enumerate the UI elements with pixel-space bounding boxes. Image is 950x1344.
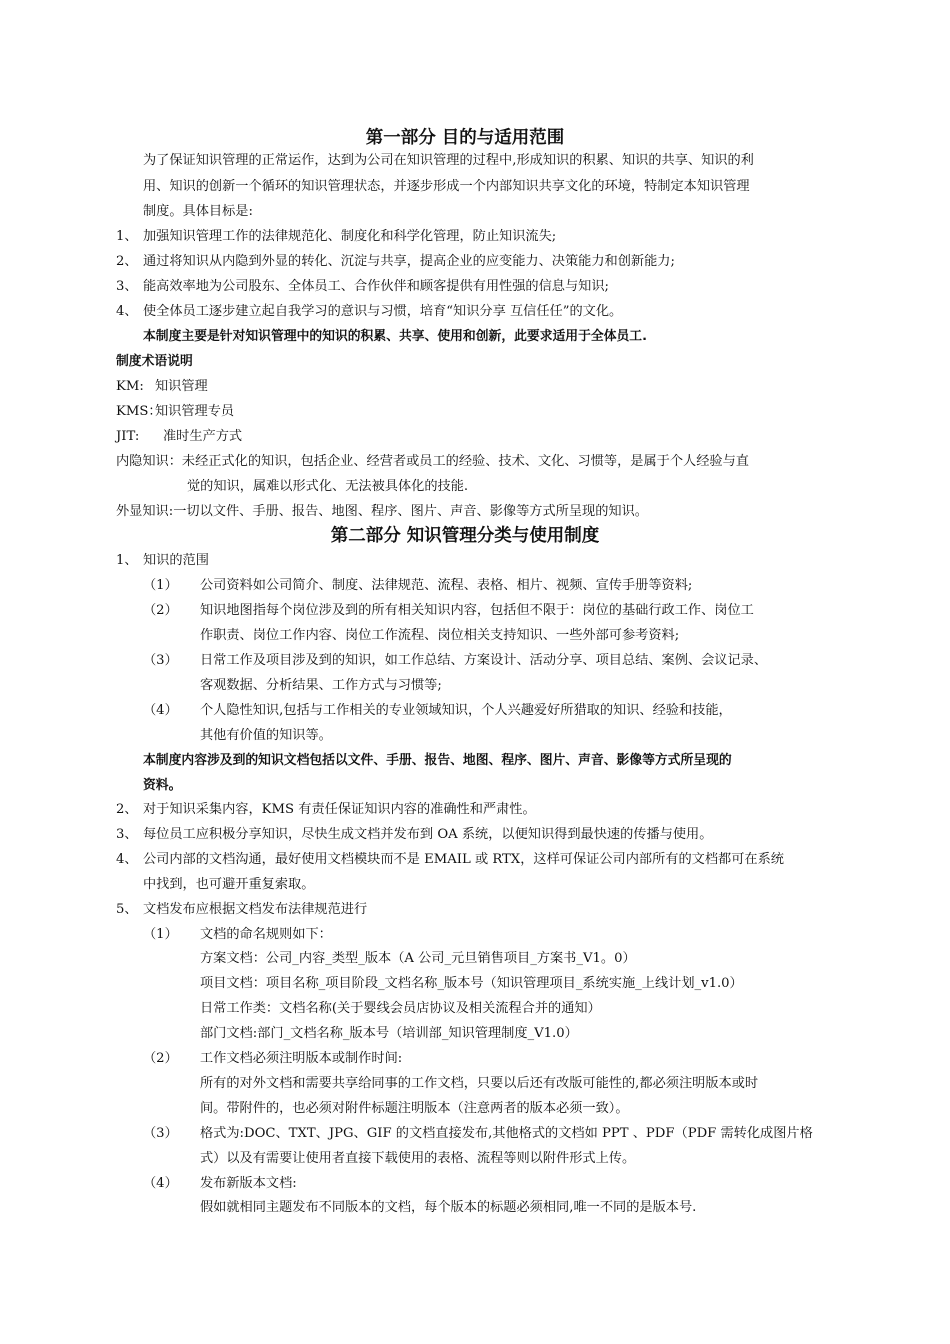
rule-text: 工作文档必须注明版本或制作时间: (200, 1051, 403, 1066)
terms-title: 制度术语说明 (116, 354, 193, 369)
implicit-knowledge-line-1: 内隐知识：未经正式化的知识，包括企业、经营者或员工的经验、技术、文化、习惯等，是属于个人经验与直 (116, 454, 749, 469)
sub-text: 作职责、岗位工作内容、岗位工作流程、岗位相关支持知识、一些外部可参考资料; (200, 628, 680, 643)
term-definition: 知识管理专员 (155, 404, 235, 419)
term-label: JIT: (116, 429, 140, 444)
intro-line-2: 用、知识的创新一个循环的知识管理状态，并逐步形成一个内部知识共享文化的环境，特制定本知识管理 (143, 179, 750, 194)
sub-number: （1） (143, 578, 178, 593)
goal-number: 3、 (116, 279, 138, 294)
goal-text: 加强知识管理工作的法律规范化、制度化和科学化管理，防止知识流失; (143, 229, 557, 244)
item-text: 中找到，也可避开重复索取。 (143, 877, 315, 892)
scope-statement: 本制度主要是针对知识管理中的知识的积累、共享、使用和创新，此要求适用于全体员工. (143, 329, 647, 344)
rule-text: 式）以及有需要让使用者直接下载使用的表格、流程等则以附件形式上传。 (200, 1151, 636, 1166)
rule-text: 所有的对外文档和需要共享给同事的工作文档，只要以后还有改版可能性的,都必须注明版本或时 (200, 1076, 759, 1091)
item-text: 文档发布应根据文档发布法律规范进行 (143, 902, 368, 917)
item-text: 对于知识采集内容，KMS 有责任保证知识内容的准确性和严肃性。 (143, 802, 536, 817)
item-text: 公司内部的文档沟通，最好使用文档模块而不是 EMAIL 或 RTX，这样可保证公司内部所有的文档都可在系统 (143, 852, 784, 867)
rule-text: 文档的命名规则如下： (200, 927, 332, 942)
rule-text: 间。带附件的，也必须对附件标题注明版本（注意两者的版本必须一致）。 (200, 1101, 629, 1116)
rule-text: 发布新版本文档: (200, 1176, 297, 1191)
sub-number: （3） (143, 1126, 178, 1141)
bold-note-line-1: 本制度内容涉及到的知识文档包括以文件、手册、报告、地图、程序、图片、声音、影像等方式所呈现的 (143, 753, 732, 768)
sub-text: 个人隐性知识,包括与工作相关的专业领域知识，个人兴趣爱好所猎取的知识、经验和技能， (200, 703, 732, 718)
term-label: KMS： (116, 404, 162, 419)
sub-number: （4） (143, 703, 178, 718)
bold-note-line-2: 资料。 (143, 778, 182, 793)
goal-number: 2、 (116, 254, 138, 269)
item-number: 5、 (116, 902, 138, 917)
sub-text: 知识地图指每个岗位涉及到的所有相关知识内容，包括但不限于：岗位的基础行政工作、岗位工 (200, 603, 754, 618)
rule-text: 假如就相同主题发布不同版本的文档，每个版本的标题必须相同,唯一不同的是版本号. (200, 1200, 697, 1215)
goal-text: 使全体员工逐步建立起自我学习的意识与习惯，培育“知识分享 互信任任”的文化。 (143, 304, 623, 319)
item-text: 每位员工应积极分享知识，尽快生成文档并发布到 OA 系统，以便知识得到最快速的传播与使用。 (143, 827, 713, 842)
sub-number: （1） (143, 927, 178, 942)
rule-text: 格式为:DOC、TXT、JPG、GIF 的文档直接发布,其他格式的文档如 PPT 、PDF（PDF 需转化成图片格 (200, 1126, 813, 1141)
term-label: KM: (116, 379, 144, 394)
sub-text: 其他有价值的知识等。 (200, 728, 332, 743)
goal-text: 能高效率地为公司股东、全体员工、合作伙伴和顾客提供有用性强的信息与知识; (143, 279, 610, 294)
intro-line-3: 制度。具体目标是: (143, 204, 253, 219)
sub-text: 客观数据、分析结果、工作方式与习惯等; (200, 678, 442, 693)
sub-text: 日常工作及项目涉及到的知识，如工作总结、方案设计、活动分享、项目总结、案例、会议记录、 (200, 653, 768, 668)
sub-number: （2） (143, 1051, 178, 1066)
item-text: 知识的范围 (143, 553, 209, 568)
item-number: 3、 (116, 827, 138, 842)
goal-number: 1、 (116, 229, 138, 244)
part2-heading: 第二部分 知识管理分类与使用制度 (330, 526, 600, 546)
rule-text: 方案文档：公司_内容_类型_版本（A 公司_元旦销售项目_方案书_V1。0） (200, 951, 636, 966)
term-definition: 知识管理 (155, 379, 208, 394)
sub-number: （3） (143, 653, 178, 668)
rule-text: 日常工作类：文档名称(关于婴线会员店协议及相关流程合并的通知） (200, 1001, 601, 1016)
term-definition: 准时生产方式 (163, 429, 243, 444)
item-number: 2、 (116, 802, 138, 817)
rule-text: 部门文档:部门_文档名称_版本号（培训部_知识管理制度_V1.0） (200, 1026, 578, 1041)
item-number: 4、 (116, 852, 138, 867)
implicit-knowledge-line-2: 觉的知识，属难以形式化、无法被具体化的技能. (187, 479, 469, 494)
explicit-knowledge: 外显知识:一切以文件、手册、报告、地图、程序、图片、声音、影像等方式所呈现的知识。 (116, 504, 648, 519)
rule-text: 项目文档：项目名称_项目阶段_文档名称_版本号（知识管理项目_系统实施_上线计划_v1.0） (200, 976, 743, 991)
sub-number: （2） (143, 603, 178, 618)
goal-text: 通过将知识从内隐到外显的转化、沉淀与共享，提高企业的应变能力、决策能力和创新能力; (143, 254, 675, 269)
part1-heading: 第一部分 目的与适用范围 (365, 128, 565, 148)
intro-line-1: 为了保证知识管理的正常运作，达到为公司在知识管理的过程中,形成知识的积累、知识的共享、知识的利 (143, 153, 754, 168)
sub-number: （4） (143, 1176, 178, 1191)
goal-number: 4、 (116, 304, 138, 319)
item-number: 1、 (116, 553, 138, 568)
sub-text: 公司资料如公司简介、制度、法律规范、流程、表格、相片、视频、宣传手册等资料; (200, 578, 693, 593)
